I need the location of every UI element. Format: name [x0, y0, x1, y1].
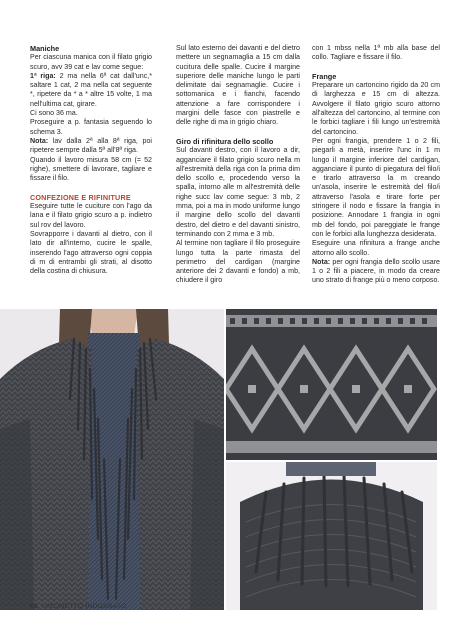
- heading-giro-scollo: Giro di rifinitura dello scollo: [176, 136, 274, 146]
- paragraph: con 1 mbss nella 1ª mb alla base del collo. Tagliare e fissare il filo.: [312, 44, 440, 62]
- paragraph: Sovrapporre i davanti al dietro, con il lato dir all'interno, cucire le spalle, inserendo l'ago attraverso ogni coppia di m di entrambi gli strati, al disotto della costina di chiusura.: [30, 229, 152, 276]
- cardigan-illustration: [0, 309, 224, 610]
- heading-confezione: CONFEZIONE E RIFINITURE: [30, 192, 131, 202]
- spacer: [30, 183, 152, 192]
- paragraph: Eseguire tutte le cuciture con l'ago da lana e il filato grigio scuro a p. indietro sul rov del lavoro.: [30, 202, 152, 229]
- paragraph: Al termine non tagliare il filo proseguire lungo tutta la parte rimasta del perimetro del cardigan (margine anteriore dei 2 davanti e fondo) a mb, chiudere il giro: [176, 239, 300, 285]
- paragraph: Quando il lavoro misura 58 cm (= 52 righe), smettere di lavorare, tagliare e fissare il filo.: [30, 155, 152, 183]
- text-column-2: [176, 44, 300, 286]
- paragraph: Proseguire a p. fantasia seguendo lo schema 3.: [30, 118, 152, 136]
- spacer: [312, 63, 440, 72]
- paragraph: Per ogni frangia, prendere 1 o 2 fili, piegarli a metà, inserire l'unc in 1 m lungo il margine inferiore del cardigan, agganciare il punto di piegatura del filo/i e tirarlo attraverso la m creando un'asola, inserire le estremità del filo/i attraverso l'asola e tirare forte per stringere il nodo e fissare la frangia in posizione. Annodare 1 frangia in ogni mb del fondo, poi pareggiate le frange con le forbici alla lunghezza desiderata.: [312, 136, 440, 238]
- paragraph: Eseguire una rifinitura a frange anche attorno allo scollo.: [312, 239, 440, 257]
- nota-label: Nota:: [30, 136, 49, 145]
- paragraph: Ci sono 36 ma.: [30, 109, 78, 118]
- paragraph: [312, 258, 440, 286]
- paragraph: Sul lato esterno dei davanti e del dietro mettere un segnamaglia a 15 cm dalla cucitura delle spalle. Cucire il margine superiore delle maniche lungo le parti delimitate dai segnamaglie. Cucire i sottomanica e i fianchi, facendo attenzione a fare corrispondere i margini delle fasce con piastrelle e delle righe di ma in grigio chiaro.: [176, 44, 300, 127]
- page-footer: [30, 603, 127, 610]
- riga-text: 2 ma nella 6ª cat dall'unc,* saltare 1 cat, 2 ma nella cat seguente *, ripetere da * a * altre 15 volte, 1 ma nell'ultima cat, girare.: [30, 71, 152, 108]
- fringe-illustration: [226, 462, 437, 610]
- paragraph: [30, 137, 152, 156]
- text-column-3: [312, 44, 440, 286]
- nota-text: per ogni frangia dello scollo usare 1 o 2 fili a piacere, in modo da creare uno strato di frange più o meno corposo.: [312, 257, 440, 285]
- heading-maniche: Maniche: [30, 44, 60, 53]
- nota-text: lav dalla 2ª alla 8ª riga, poi ripetere sempre dalla 5ª all'8ª riga.: [30, 136, 152, 155]
- spacer: [176, 128, 300, 137]
- fringe-collar-photo: [226, 462, 437, 610]
- stitch-pattern-swatch-photo: [226, 309, 437, 460]
- paragraph: Sul davanti destro, con il lavoro a dir, agganciare il filato grigio scuro nella m all'estremità della riga con la prima dim dello scollo e, procedendo verso la spalla, intorno alle m all'estremità delle righe succ lav come segue: 3 mb, 2 mma, poi a ma in modo uniforme lungo il margine dello scollo del davanti destro, del dietro e del davanti sinistro, terminando con 2 mma e 3 mb.: [176, 146, 300, 238]
- magazine-title: UNCINETTO INDOSSATO: [41, 603, 127, 610]
- heading-frange: Frange: [312, 71, 337, 81]
- text-column-1: [30, 44, 152, 276]
- page-number: 68: [30, 603, 38, 610]
- paragraph: [30, 72, 152, 109]
- model-cardigan-photo: [0, 309, 224, 610]
- riga-label: 1ª riga:: [30, 71, 56, 80]
- nota-label: Nota:: [312, 257, 331, 266]
- colorwork-illustration: [226, 309, 437, 460]
- paragraph: Preparare un cartoncino rigido da 20 cm di larghezza e 15 cm di altezza. Avvolgere il filato grigio scuro attorno all'altezza del cartoncino, al termine con le forbici tagliare i fili lungo un'estremità del cartoncino.: [312, 81, 440, 136]
- paragraph: Per ciascuna manica con il filato grigio scuro, avv 39 cat e lav come segue:: [30, 53, 152, 71]
